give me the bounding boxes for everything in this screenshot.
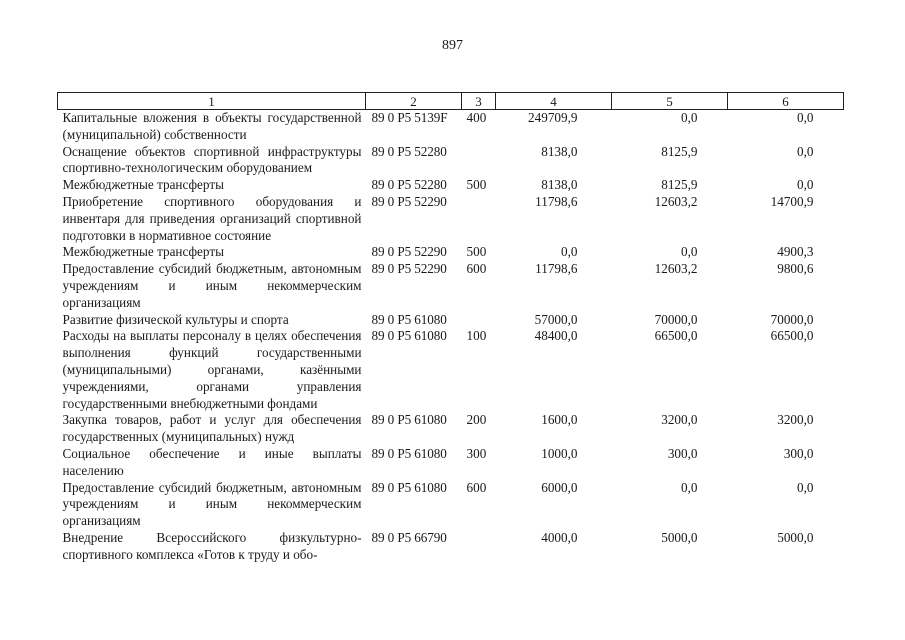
header-col-4: 4 bbox=[496, 93, 612, 110]
row-amount-col4: 8138,0 bbox=[541, 177, 578, 193]
row-expense-type: 300 bbox=[466, 445, 487, 461]
table-header bbox=[58, 93, 844, 110]
row-amount-col5: 0,0 bbox=[681, 110, 698, 125]
row-target-code: 89 0 P5 52280 bbox=[371, 143, 447, 159]
row-name: Предоставление субсидий бюджетным, автономным учреждениям и иным некоммерческим организациям bbox=[62, 261, 362, 310]
row-amount-col5: 8125,9 bbox=[661, 177, 698, 193]
row-name: Приобретение спортивного оборудования и инвентаря для приведения организаций спортивной подготовки в нормативное состояние bbox=[62, 193, 362, 243]
budget-table bbox=[57, 92, 844, 564]
page-number: 897 bbox=[442, 38, 463, 53]
table-row bbox=[58, 194, 844, 244]
row-target-code: 89 0 P5 61080 bbox=[371, 479, 447, 495]
row-target-code: 89 0 P5 61080 bbox=[371, 412, 447, 428]
row-name: Закупка товаров, работ и услуг для обеспечения государственных (муниципальных) нужд bbox=[62, 412, 362, 445]
row-amount-col4: 1000,0 bbox=[541, 445, 578, 461]
header-col-1: 1 bbox=[58, 93, 366, 110]
row-expense-type: 500 bbox=[466, 177, 487, 193]
row-expense-type: 500 bbox=[466, 244, 487, 260]
header-col-2: 2 bbox=[366, 93, 462, 110]
table-row bbox=[58, 110, 844, 144]
row-amount-col6: 70000,0 bbox=[770, 311, 814, 327]
row-expense-type: 200 bbox=[466, 412, 487, 428]
row-amount-col4: 57000,0 bbox=[534, 311, 578, 327]
row-amount-col5: 5000,0 bbox=[661, 529, 698, 545]
row-amount-col5: 66500,0 bbox=[654, 328, 698, 344]
row-target-code: 89 0 P5 52290 bbox=[371, 244, 447, 260]
row-amount-col6: 300,0 bbox=[783, 445, 814, 461]
row-expense-type bbox=[462, 312, 496, 329]
row-amount-col5: 12603,2 bbox=[654, 193, 698, 209]
row-target-code: 89 0 P5 66790 bbox=[371, 529, 447, 545]
row-amount-col6: 0,0 bbox=[797, 479, 814, 495]
row-amount-col4: 8138,0 bbox=[541, 143, 578, 159]
header-row bbox=[58, 93, 844, 110]
row-amount-col4: 1600,0 bbox=[541, 412, 578, 428]
row-amount-col5: 8125,9 bbox=[661, 143, 698, 159]
row-expense-type bbox=[462, 194, 496, 244]
row-amount-col5: 3200,0 bbox=[661, 412, 698, 428]
row-amount-col5: 70000,0 bbox=[654, 311, 698, 327]
header-col-3: 3 bbox=[462, 93, 496, 110]
row-amount-col4: 249709,9 bbox=[528, 110, 578, 125]
row-expense-type bbox=[462, 144, 496, 178]
table-row bbox=[58, 328, 844, 412]
row-amount-col5: 300,0 bbox=[667, 445, 698, 461]
header-col-5: 5 bbox=[612, 93, 728, 110]
row-target-code: 89 0 P5 61080 bbox=[371, 445, 447, 461]
row-name: Развитие физической культуры и спорта bbox=[62, 311, 289, 327]
table-row bbox=[58, 446, 844, 480]
row-amount-col6: 3200,0 bbox=[777, 412, 814, 428]
row-amount-col4: 11798,6 bbox=[535, 193, 578, 209]
row-amount-col5: 0,0 bbox=[681, 479, 698, 495]
row-name: Предоставление субсидий бюджетным, автономным учреждениям и иным некоммерческим организациям bbox=[62, 479, 362, 529]
row-amount-col5: 12603,2 bbox=[654, 261, 698, 277]
table-row bbox=[58, 261, 844, 311]
row-amount-col6: 0,0 bbox=[797, 143, 814, 159]
row-expense-type: 600 bbox=[466, 261, 487, 277]
row-name: Внедрение Всероссийского физкультурно-спортивного комплекса «Готов к труду и обо- bbox=[62, 529, 362, 562]
table-row bbox=[58, 312, 844, 329]
row-target-code: 89 0 P5 61080 bbox=[371, 311, 447, 327]
row-amount-col6: 66500,0 bbox=[770, 328, 814, 344]
row-amount-col5: 0,0 bbox=[681, 244, 698, 260]
row-amount-col6: 5000,0 bbox=[777, 529, 814, 545]
row-amount-col6: 14700,9 bbox=[770, 193, 814, 209]
row-amount-col4: 48400,0 bbox=[534, 328, 578, 344]
row-amount-col4: 6000,0 bbox=[541, 479, 578, 495]
row-target-code: 89 0 P5 5139F bbox=[371, 110, 448, 125]
row-name: Межбюджетные трансферты bbox=[62, 177, 224, 193]
row-amount-col6: 0,0 bbox=[797, 177, 814, 193]
row-target-code: 89 0 P5 52290 bbox=[371, 261, 447, 277]
row-expense-type bbox=[462, 530, 496, 564]
table-row bbox=[58, 530, 844, 564]
row-expense-type: 600 bbox=[466, 479, 487, 495]
row-target-code: 89 0 P5 61080 bbox=[371, 328, 447, 344]
row-name: Капитальные вложения в объекты государственной (муниципальной) собственности bbox=[62, 110, 362, 142]
table-row bbox=[58, 177, 844, 194]
table-body bbox=[58, 110, 844, 564]
table-row bbox=[58, 412, 844, 446]
row-target-code: 89 0 P5 52290 bbox=[371, 193, 447, 209]
row-name: Оснащение объектов спортивной инфраструктуры спортивно-технологическим оборудованием bbox=[62, 143, 362, 176]
row-amount-col6: 4900,3 bbox=[777, 244, 814, 260]
row-name: Межбюджетные трансферты bbox=[62, 244, 224, 260]
row-amount-col6: 9800,6 bbox=[777, 261, 814, 277]
table-row bbox=[58, 244, 844, 261]
row-amount-col6: 0,0 bbox=[797, 110, 814, 125]
row-amount-col4: 4000,0 bbox=[541, 529, 578, 545]
row-amount-col4: 11798,6 bbox=[535, 261, 578, 277]
table-row bbox=[58, 144, 844, 178]
row-expense-type: 400 bbox=[466, 110, 487, 125]
row-name: Расходы на выплаты персоналу в целях обеспечения выполнения функций государственными (муниципальными) органами, казёнными учреждениями, органами управления государственными внебюджетными фондами bbox=[62, 328, 362, 411]
row-name: Социальное обеспечение и иные выплаты населению bbox=[62, 445, 362, 478]
row-expense-type: 100 bbox=[466, 328, 487, 344]
header-col-6: 6 bbox=[728, 93, 844, 110]
table-row bbox=[58, 480, 844, 530]
row-amount-col4: 0,0 bbox=[561, 244, 578, 260]
row-target-code: 89 0 P5 52280 bbox=[371, 177, 447, 193]
